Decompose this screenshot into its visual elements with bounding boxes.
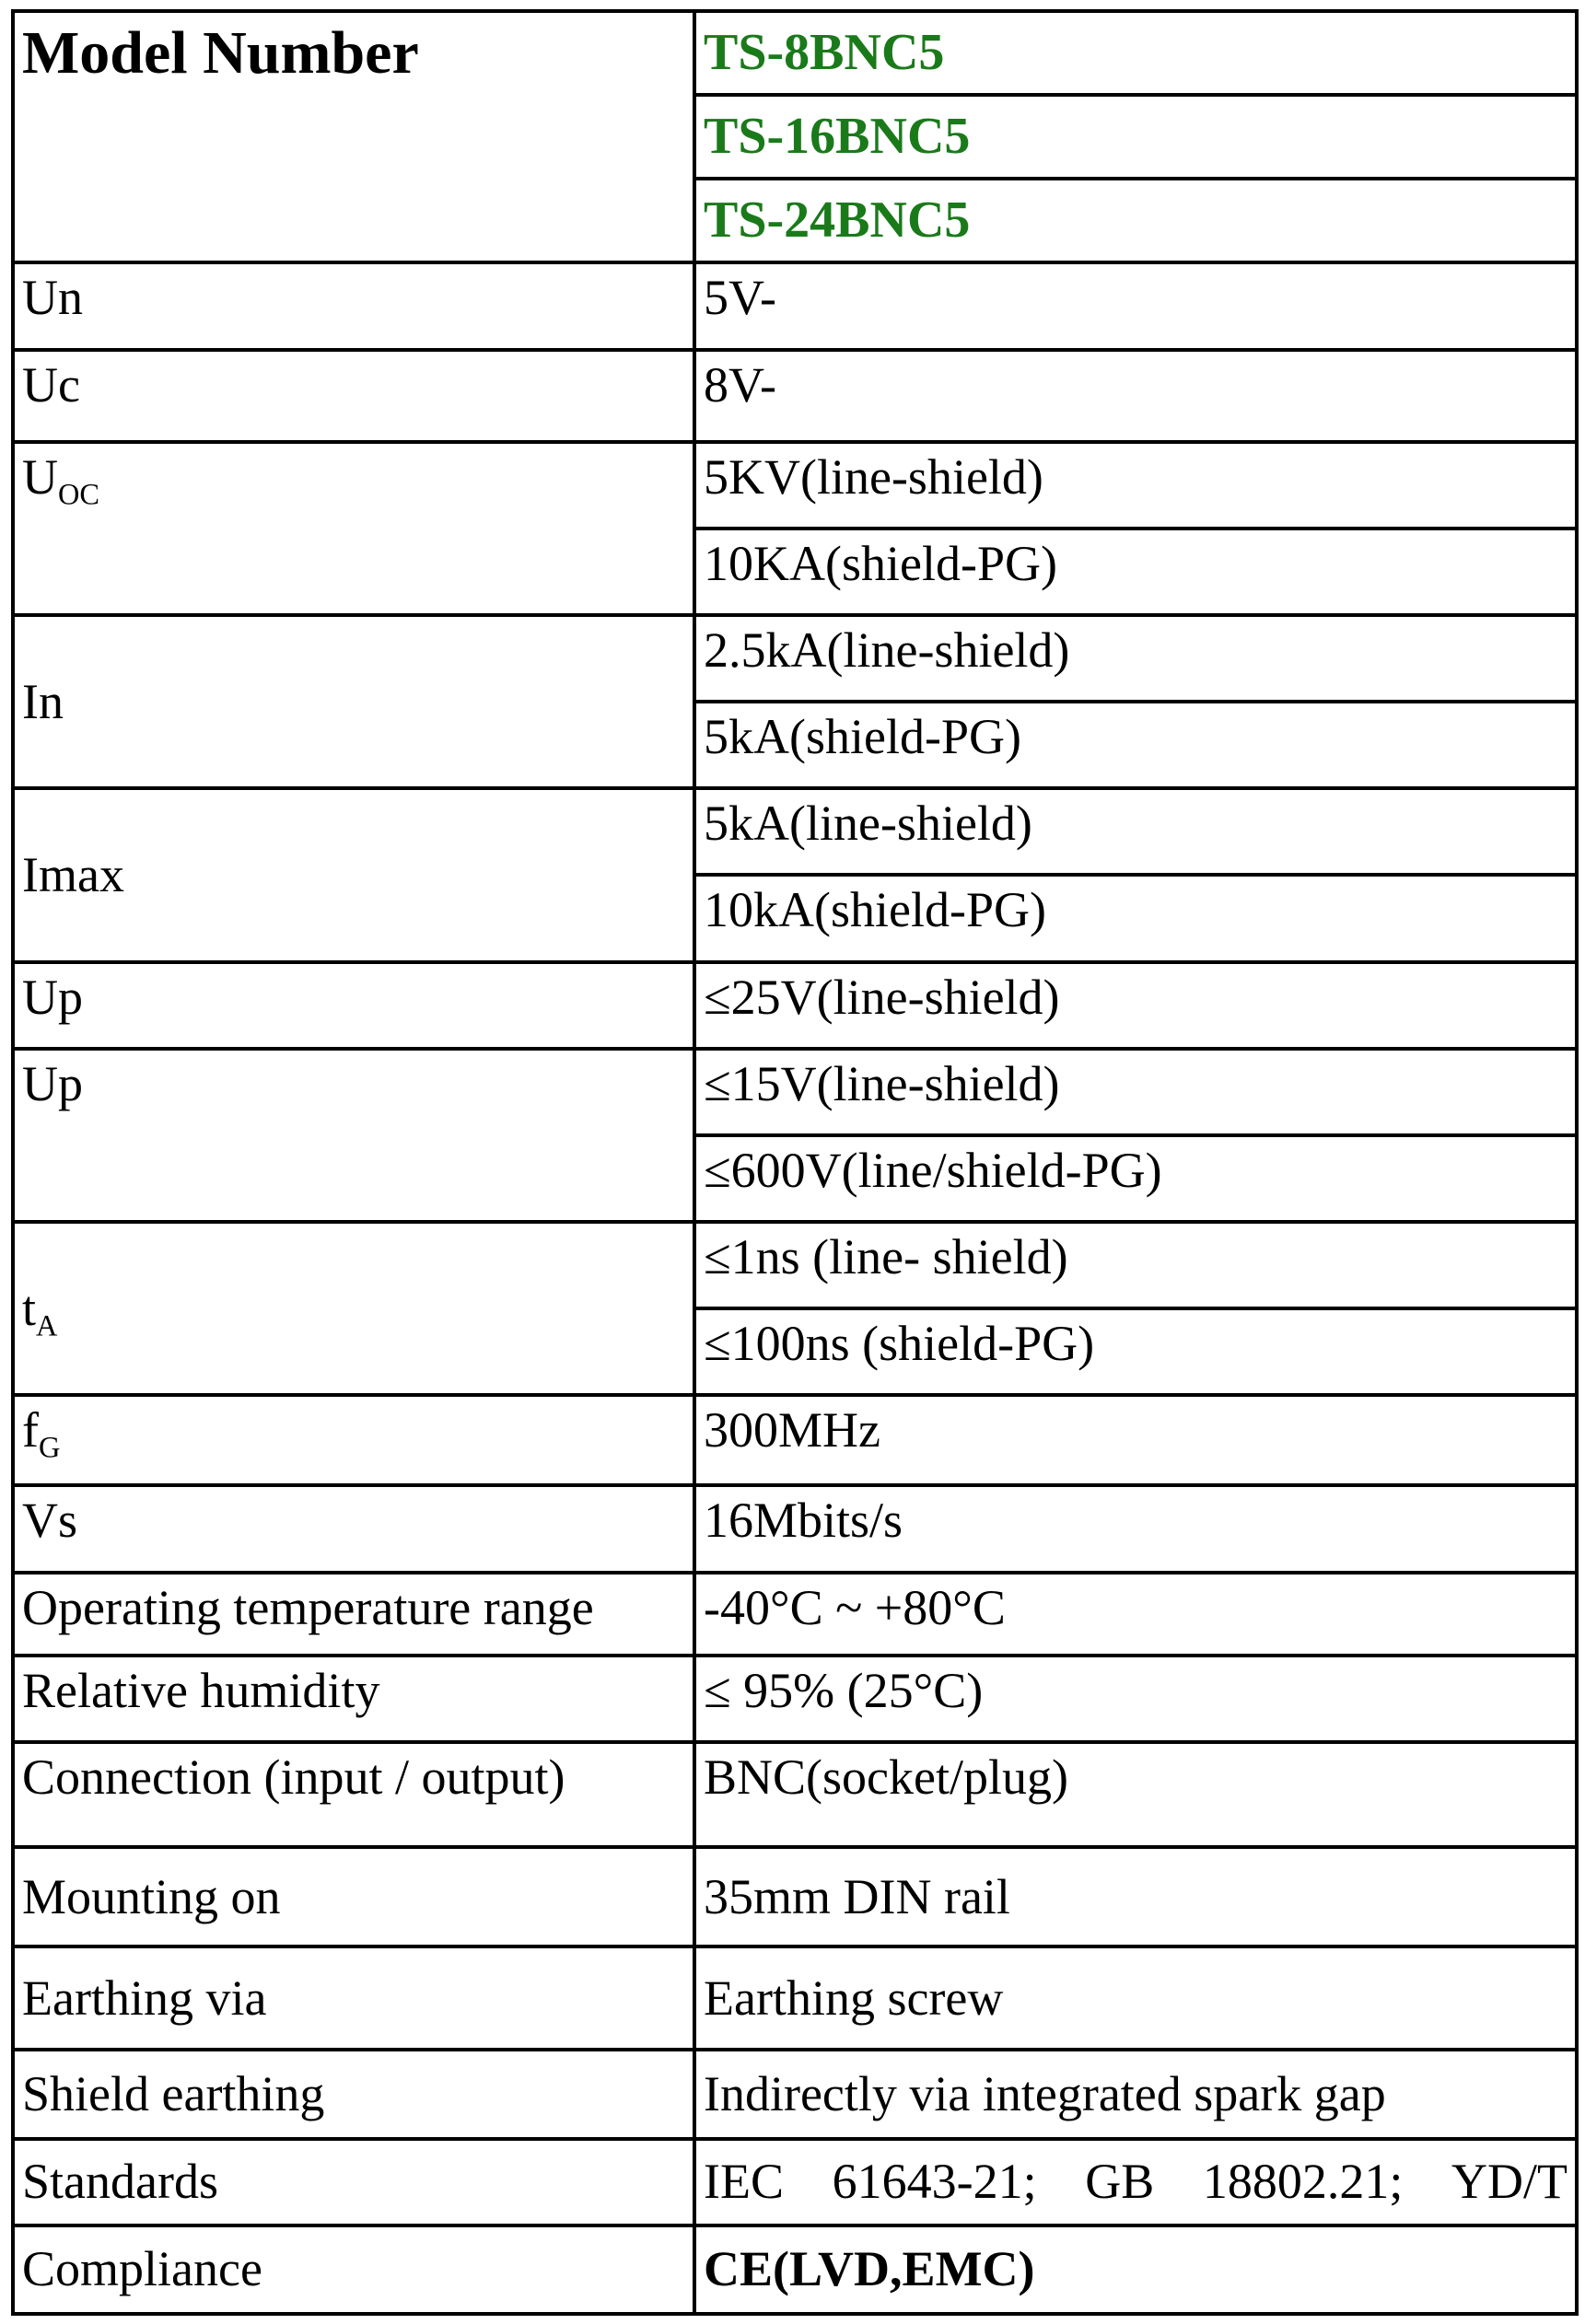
table-row [13,1742,1577,1847]
param-label: $t_A$ [13,1222,694,1395]
compliance-value: CE(LVD,EMC) [704,2241,1035,2297]
table-row [13,1222,1577,1308]
param-label: Un [13,262,694,349]
param-label: Compliance [13,2225,694,2314]
param-label: Earthing via [13,1946,694,2050]
param-value: 5V- [694,262,1577,349]
table-row [13,2225,1577,2314]
param-value: ≤25V(line-shield) [694,962,1577,1049]
param-value [694,2139,1577,2225]
param-label: Relative humidity [13,1656,694,1742]
table-row [13,262,1577,349]
param-value: 10kA(shield-PG) [694,875,1577,961]
table-row [13,11,1577,95]
param-label: Up [13,1049,694,1222]
param-value: 5KV(line-shield) [694,442,1577,529]
param-value: 5kA(shield-PG) [694,702,1577,788]
standards-line: IEC 61643-21; GB 18802.21; YD/T [704,2154,1568,2210]
param-label: Standards [13,2139,694,2225]
param-value: 10KA(shield-PG) [694,529,1577,615]
table-row [13,1485,1577,1572]
table-row [13,788,1577,875]
table-row [13,615,1577,702]
spec-table [11,9,1579,2316]
table-row [13,2050,1577,2138]
table-row [13,350,1577,442]
model-number-header [13,11,694,262]
param-label: Operating temperature range [13,1573,694,1656]
model-cell [694,179,1577,262]
table-row [13,1049,1577,1135]
param-label: $U_{OC}$ [13,442,694,615]
table-row [13,442,1577,529]
param-value: 16Mbits/s [694,1485,1577,1572]
param-value: 2.5kA(line-shield) [694,615,1577,702]
param-label: Mounting on [13,1847,694,1946]
table-row [13,2139,1577,2225]
table-row [13,1946,1577,2050]
model-name: TS-24BNC5 [704,192,971,250]
param-value: 300MHz [694,1395,1577,1485]
model-cell [694,11,1577,95]
param-label: $f_G$ [13,1395,694,1485]
param-value: ≤15V(line-shield) [694,1049,1577,1135]
param-value: ≤ 95% (25°C) [694,1656,1577,1742]
model-cell [694,95,1577,179]
param-value: BNC(socket/plug) [694,1742,1577,1847]
param-value [694,2225,1577,2314]
table-row [13,1656,1577,1742]
table-row [13,1573,1577,1656]
table-row [13,1847,1577,1946]
param-label: Shield earthing [13,2050,694,2138]
param-value: 5kA(line-shield) [694,788,1577,875]
param-value: Indirectly via integrated spark gap [694,2050,1577,2138]
table-row [13,962,1577,1049]
page-title: Model Number [22,19,419,87]
table-row [13,1395,1577,1485]
param-label: Up [13,962,694,1049]
param-value: 8V- [694,350,1577,442]
param-label: In [13,615,694,788]
param-value: ≤100ns (shield-PG) [694,1308,1577,1395]
param-label: Imax [13,788,694,961]
param-value: 35mm DIN rail [694,1847,1577,1946]
model-name: TS-16BNC5 [704,108,971,166]
param-value: Earthing screw [694,1946,1577,2050]
model-name: TS-8BNC5 [704,23,945,81]
param-label: Connection (input / output) [13,1742,694,1847]
param-label: Vs [13,1485,694,1572]
param-value: -40°C ~ +80°C [694,1573,1577,1656]
param-label: Uc [13,350,694,442]
param-value: ≤1ns (line- shield) [694,1222,1577,1308]
param-value: ≤600V(line/shield-PG) [694,1135,1577,1222]
